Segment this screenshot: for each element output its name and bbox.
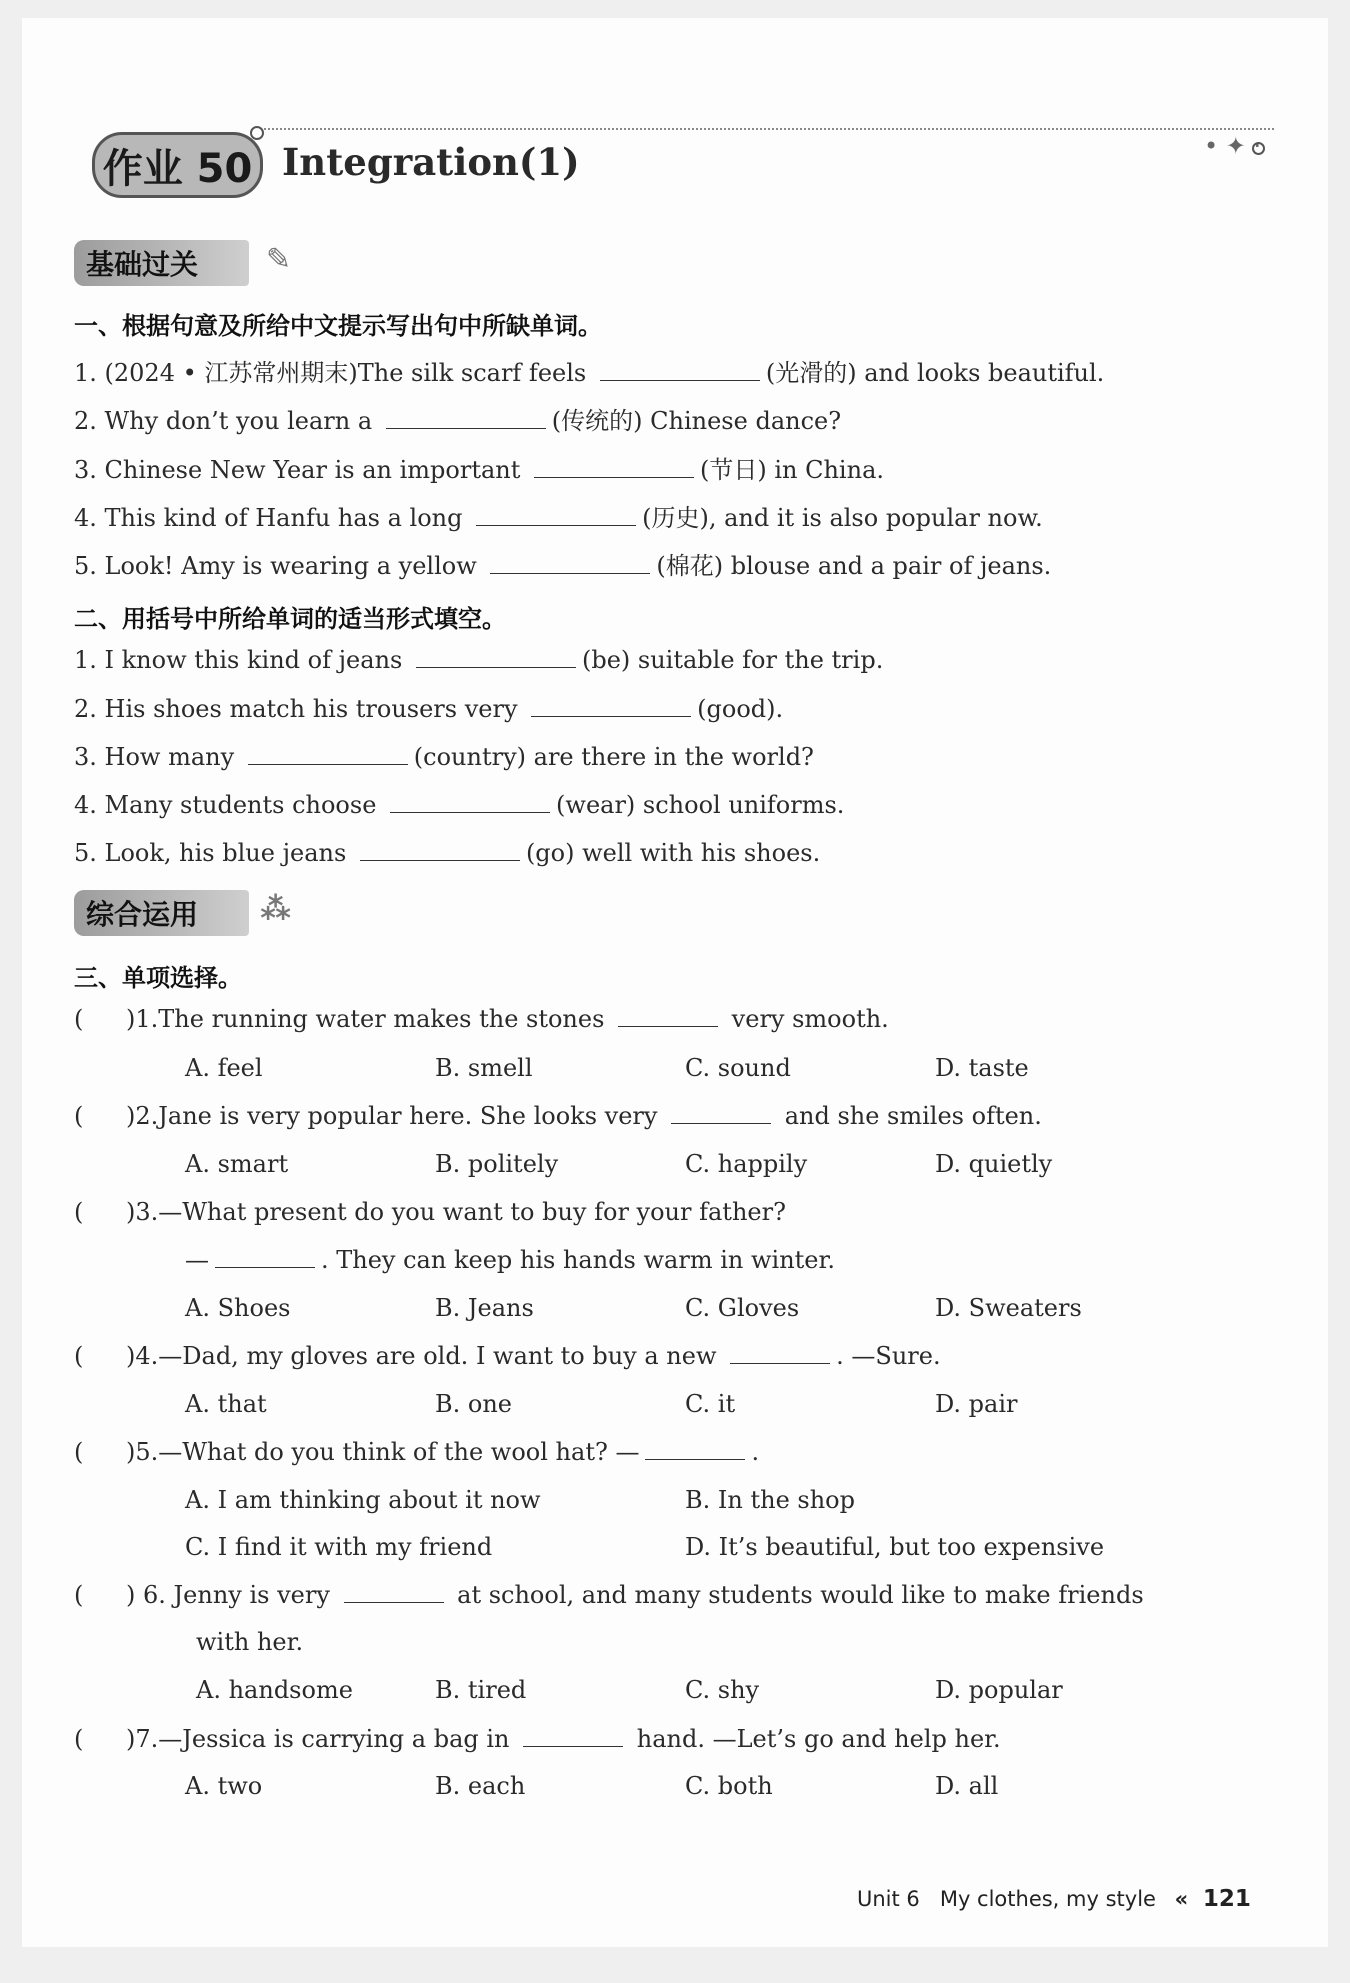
answer-paren[interactable]: ( bbox=[74, 1005, 84, 1033]
section-tag-application bbox=[74, 890, 291, 936]
answer-blank[interactable] bbox=[390, 811, 550, 813]
part1-item-4: 4. This kind of Hanfu has a long (历史), and it is also popular now. bbox=[74, 504, 1043, 532]
answer-blank bbox=[730, 1362, 830, 1364]
option-a[interactable]: A. two bbox=[185, 1772, 263, 1800]
option-b[interactable]: B. In the shop bbox=[685, 1486, 855, 1514]
option-d[interactable]: D. quietly bbox=[935, 1150, 1053, 1178]
answer-paren[interactable]: ( bbox=[74, 1342, 84, 1370]
mc-question-1: ( )1.The running water makes the stones very smooth. bbox=[74, 1005, 889, 1033]
answer-paren[interactable]: ( bbox=[74, 1438, 84, 1466]
answer-paren[interactable]: ( bbox=[74, 1102, 84, 1130]
footer-subtitle: My clothes, my style bbox=[939, 1887, 1156, 1911]
answer-blank[interactable] bbox=[531, 715, 691, 717]
part2-item-3: 3. How many (country) are there in the world? bbox=[74, 743, 814, 771]
answer-blank[interactable] bbox=[248, 763, 408, 765]
header-dotted-line bbox=[264, 128, 1274, 130]
answer-blank bbox=[344, 1601, 444, 1603]
ring-icon bbox=[1252, 142, 1265, 155]
mc-question-6-line2: with her. bbox=[196, 1628, 304, 1656]
answer-blank[interactable] bbox=[600, 379, 760, 381]
option-b[interactable]: B. smell bbox=[435, 1054, 533, 1082]
part1-heading: 一、根据句意及所给中文提示写出句中所缺单词。 bbox=[74, 312, 602, 340]
option-b[interactable]: B. each bbox=[435, 1772, 526, 1800]
option-b[interactable]: B. Jeans bbox=[435, 1294, 534, 1322]
pencil-icon: ✎ bbox=[265, 242, 291, 277]
chevron-left-icon: « bbox=[1174, 1887, 1189, 1911]
option-a[interactable]: A. that bbox=[185, 1390, 267, 1418]
option-b[interactable]: B. politely bbox=[435, 1150, 559, 1178]
option-d[interactable]: D. popular bbox=[935, 1676, 1063, 1704]
option-d[interactable]: D. Sweaters bbox=[935, 1294, 1082, 1322]
part2-item-1: 1. I know this kind of jeans (be) suitable for the trip. bbox=[74, 646, 884, 674]
page-number: 121 bbox=[1202, 1886, 1251, 1912]
option-c[interactable]: C. it bbox=[685, 1390, 736, 1418]
mc-question-6: ( ) 6. Jenny is very at school, and many students would like to make friends bbox=[74, 1581, 1144, 1609]
worksheet-page bbox=[22, 18, 1328, 1947]
option-d[interactable]: D. taste bbox=[935, 1054, 1029, 1082]
option-c[interactable]: C. both bbox=[685, 1772, 773, 1800]
mc-question-7: ( )7.—Jessica is carrying a bag in hand. —Let’s go and help her. bbox=[74, 1725, 1001, 1753]
assignment-badge: 作业 50 bbox=[92, 132, 263, 198]
option-d[interactable]: D. all bbox=[935, 1772, 999, 1800]
worksheet-header bbox=[74, 118, 1274, 198]
footer-unit: Unit 6 bbox=[857, 1887, 920, 1911]
answer-blank[interactable] bbox=[360, 859, 520, 861]
part1-item-1: 1. (2024 • 江苏常州期末)The silk scarf feels (光滑的) and looks beautiful. bbox=[74, 359, 1105, 387]
section-tag-label: 基础过关 bbox=[86, 248, 199, 281]
part1-item-5: 5. Look! Amy is wearing a yellow (棉花) blouse and a pair of jeans. bbox=[74, 552, 1052, 580]
part2-heading: 二、用括号中所给单词的适当形式填空。 bbox=[74, 605, 506, 633]
option-b[interactable]: B. tired bbox=[435, 1676, 527, 1704]
stars-icon: ⁂ bbox=[260, 892, 291, 927]
mc-question-3: ( )3.—What present do you want to buy for your father? bbox=[74, 1198, 786, 1226]
answer-blank[interactable] bbox=[534, 476, 694, 478]
answer-blank[interactable] bbox=[386, 427, 546, 429]
option-c[interactable]: C. Gloves bbox=[685, 1294, 800, 1322]
answer-paren[interactable]: ( bbox=[74, 1198, 84, 1226]
option-c[interactable]: C. shy bbox=[685, 1676, 760, 1704]
answer-blank bbox=[671, 1122, 771, 1124]
option-a[interactable]: A. handsome bbox=[196, 1676, 353, 1704]
option-d[interactable]: D. It’s beautiful, but too expensive bbox=[685, 1533, 1105, 1561]
part1-item-2: 2. Why don’t you learn a (传统的) Chinese dance? bbox=[74, 407, 842, 435]
answer-paren[interactable]: ( bbox=[74, 1725, 84, 1753]
part3-heading: 三、单项选择。 bbox=[74, 964, 242, 992]
option-c[interactable]: C. sound bbox=[685, 1054, 791, 1082]
part1-item-3: 3. Chinese New Year is an important (节日) in China. bbox=[74, 456, 885, 484]
mc-question-4: ( )4.—Dad, my gloves are old. I want to buy a new . —Sure. bbox=[74, 1342, 941, 1370]
mc-question-2: ( )2.Jane is very popular here. She looks very and she smiles often. bbox=[74, 1102, 1042, 1130]
page-title: Integration(1) bbox=[282, 140, 580, 184]
answer-blank bbox=[645, 1458, 745, 1460]
page-footer bbox=[857, 1886, 1251, 1912]
answer-paren[interactable]: ( bbox=[74, 1581, 84, 1609]
answer-blank[interactable] bbox=[490, 572, 650, 574]
answer-blank bbox=[215, 1266, 315, 1268]
mc-question-3-line2: — . They can keep his hands warm in winter. bbox=[185, 1246, 835, 1274]
part2-item-4: 4. Many students choose (wear) school uniforms. bbox=[74, 791, 845, 819]
option-c[interactable]: C. I find it with my friend bbox=[185, 1533, 493, 1561]
answer-blank bbox=[523, 1745, 623, 1747]
option-b[interactable]: B. one bbox=[435, 1390, 513, 1418]
answer-blank bbox=[618, 1025, 718, 1027]
option-a[interactable]: A. Shoes bbox=[185, 1294, 291, 1322]
option-a[interactable]: A. smart bbox=[185, 1150, 289, 1178]
part2-item-2: 2. His shoes match his trousers very (good). bbox=[74, 695, 784, 723]
answer-blank[interactable] bbox=[416, 666, 576, 668]
option-a[interactable]: A. I am thinking about it now bbox=[185, 1486, 541, 1514]
sparkle-icon: • ✦ · bbox=[1204, 132, 1262, 160]
option-a[interactable]: A. feel bbox=[185, 1054, 263, 1082]
section-tag-basics bbox=[74, 240, 291, 286]
option-d[interactable]: D. pair bbox=[935, 1390, 1018, 1418]
mc-question-5: ( )5.—What do you think of the wool hat? — . bbox=[74, 1438, 760, 1466]
part2-item-5: 5. Look, his blue jeans (go) well with his shoes. bbox=[74, 839, 821, 867]
section-tag-label: 综合运用 bbox=[86, 898, 199, 931]
answer-blank[interactable] bbox=[476, 524, 636, 526]
option-c[interactable]: C. happily bbox=[685, 1150, 808, 1178]
